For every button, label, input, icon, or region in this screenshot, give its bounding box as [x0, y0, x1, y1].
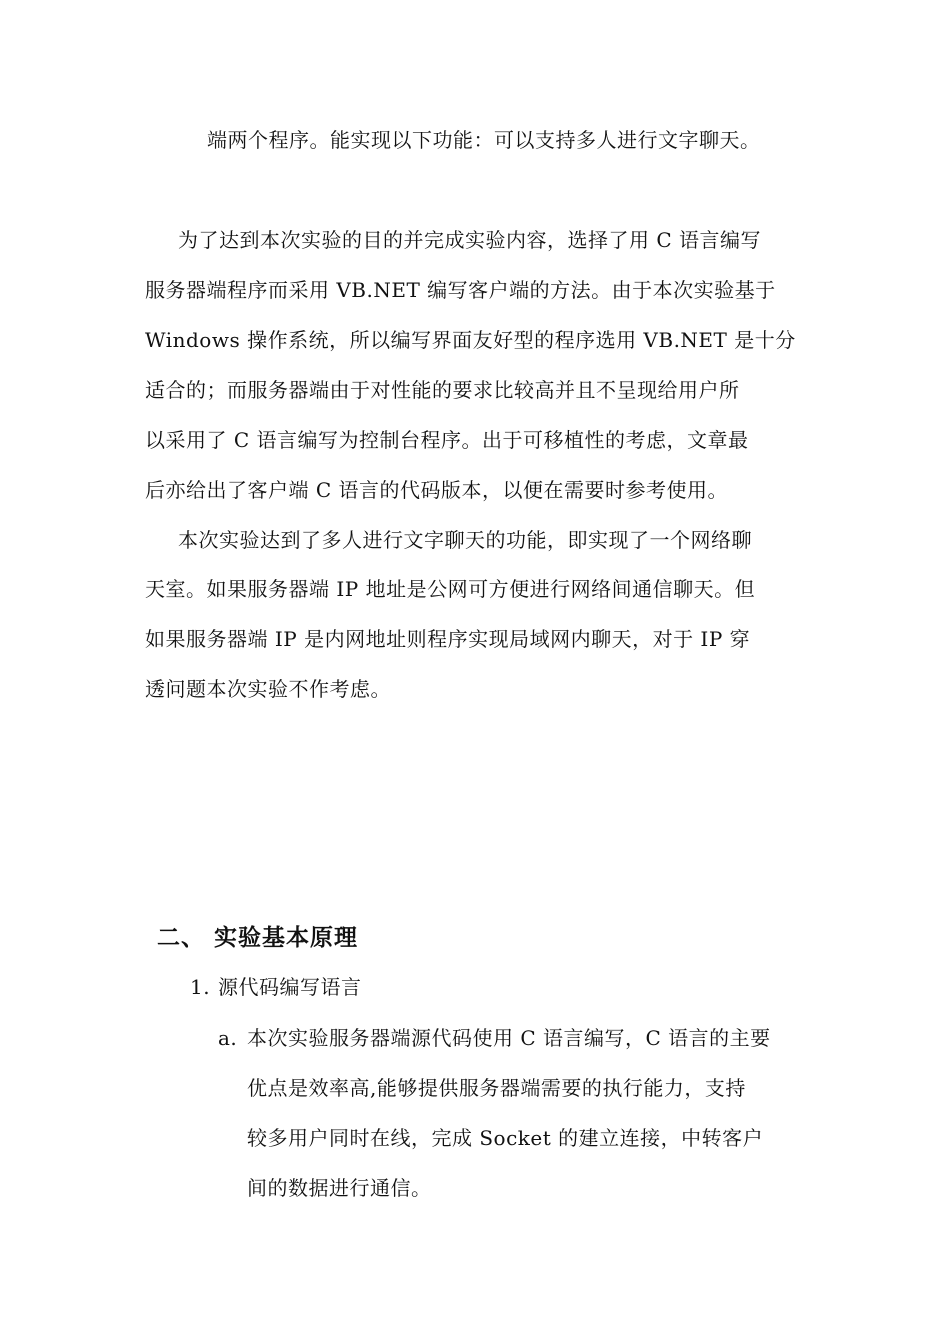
paragraph-line: 服务器端程序而采用 VB.NET 编写客户端的方法。由于本次实验基于 [145, 278, 776, 302]
paragraph-line: 以采用了 C 语言编写为控制台程序。出于可移植性的考虑，文章最 [145, 428, 749, 452]
paragraph-line: 适合的；而服务器端由于对性能的要求比较高并且不呈现给用户所 [145, 378, 740, 402]
continuation-line: 端两个程序。能实现以下功能：可以支持多人进行文字聊天。 [207, 128, 761, 152]
list-item-title: 源代码编写语言 [218, 975, 362, 999]
list-item-line: 优点是效率高,能够提供服务器端需要的执行能力，支持 [247, 1076, 746, 1100]
list-marker: 1. [190, 975, 211, 999]
list-item-line: 间的数据进行通信。 [247, 1176, 432, 1200]
paragraph-line: Windows 操作系统，所以编写界面友好型的程序选用 VB.NET 是十分 [145, 328, 796, 352]
paragraph-line: 如果服务器端 IP 是内网地址则程序实现局域网内聊天，对于 IP 穿 [145, 627, 751, 651]
paragraph-line: 后亦给出了客户端 C 语言的代码版本，以便在需要时参考使用。 [145, 478, 729, 502]
list-marker: a. [218, 1026, 238, 1050]
list-item-line: 本次实验服务器端源代码使用 C 语言编写，C 语言的主要 [247, 1026, 771, 1050]
paragraph-line: 透问题本次实验不作考虑。 [145, 677, 391, 701]
paragraph-line: 天室。如果服务器端 IP 地址是公网可方便进行网络间通信聊天。但 [145, 577, 756, 601]
list-item-line: 较多用户同时在线，完成 Socket 的建立连接，中转客户 [247, 1126, 764, 1150]
paragraph-line: 为了达到本次实验的目的并完成实验内容，选择了用 C 语言编写 [178, 228, 762, 252]
paragraph-line: 本次实验达到了多人进行文字聊天的功能，即实现了一个网络聊 [178, 528, 752, 552]
section-heading: 二、 实验基本原理 [157, 925, 359, 951]
